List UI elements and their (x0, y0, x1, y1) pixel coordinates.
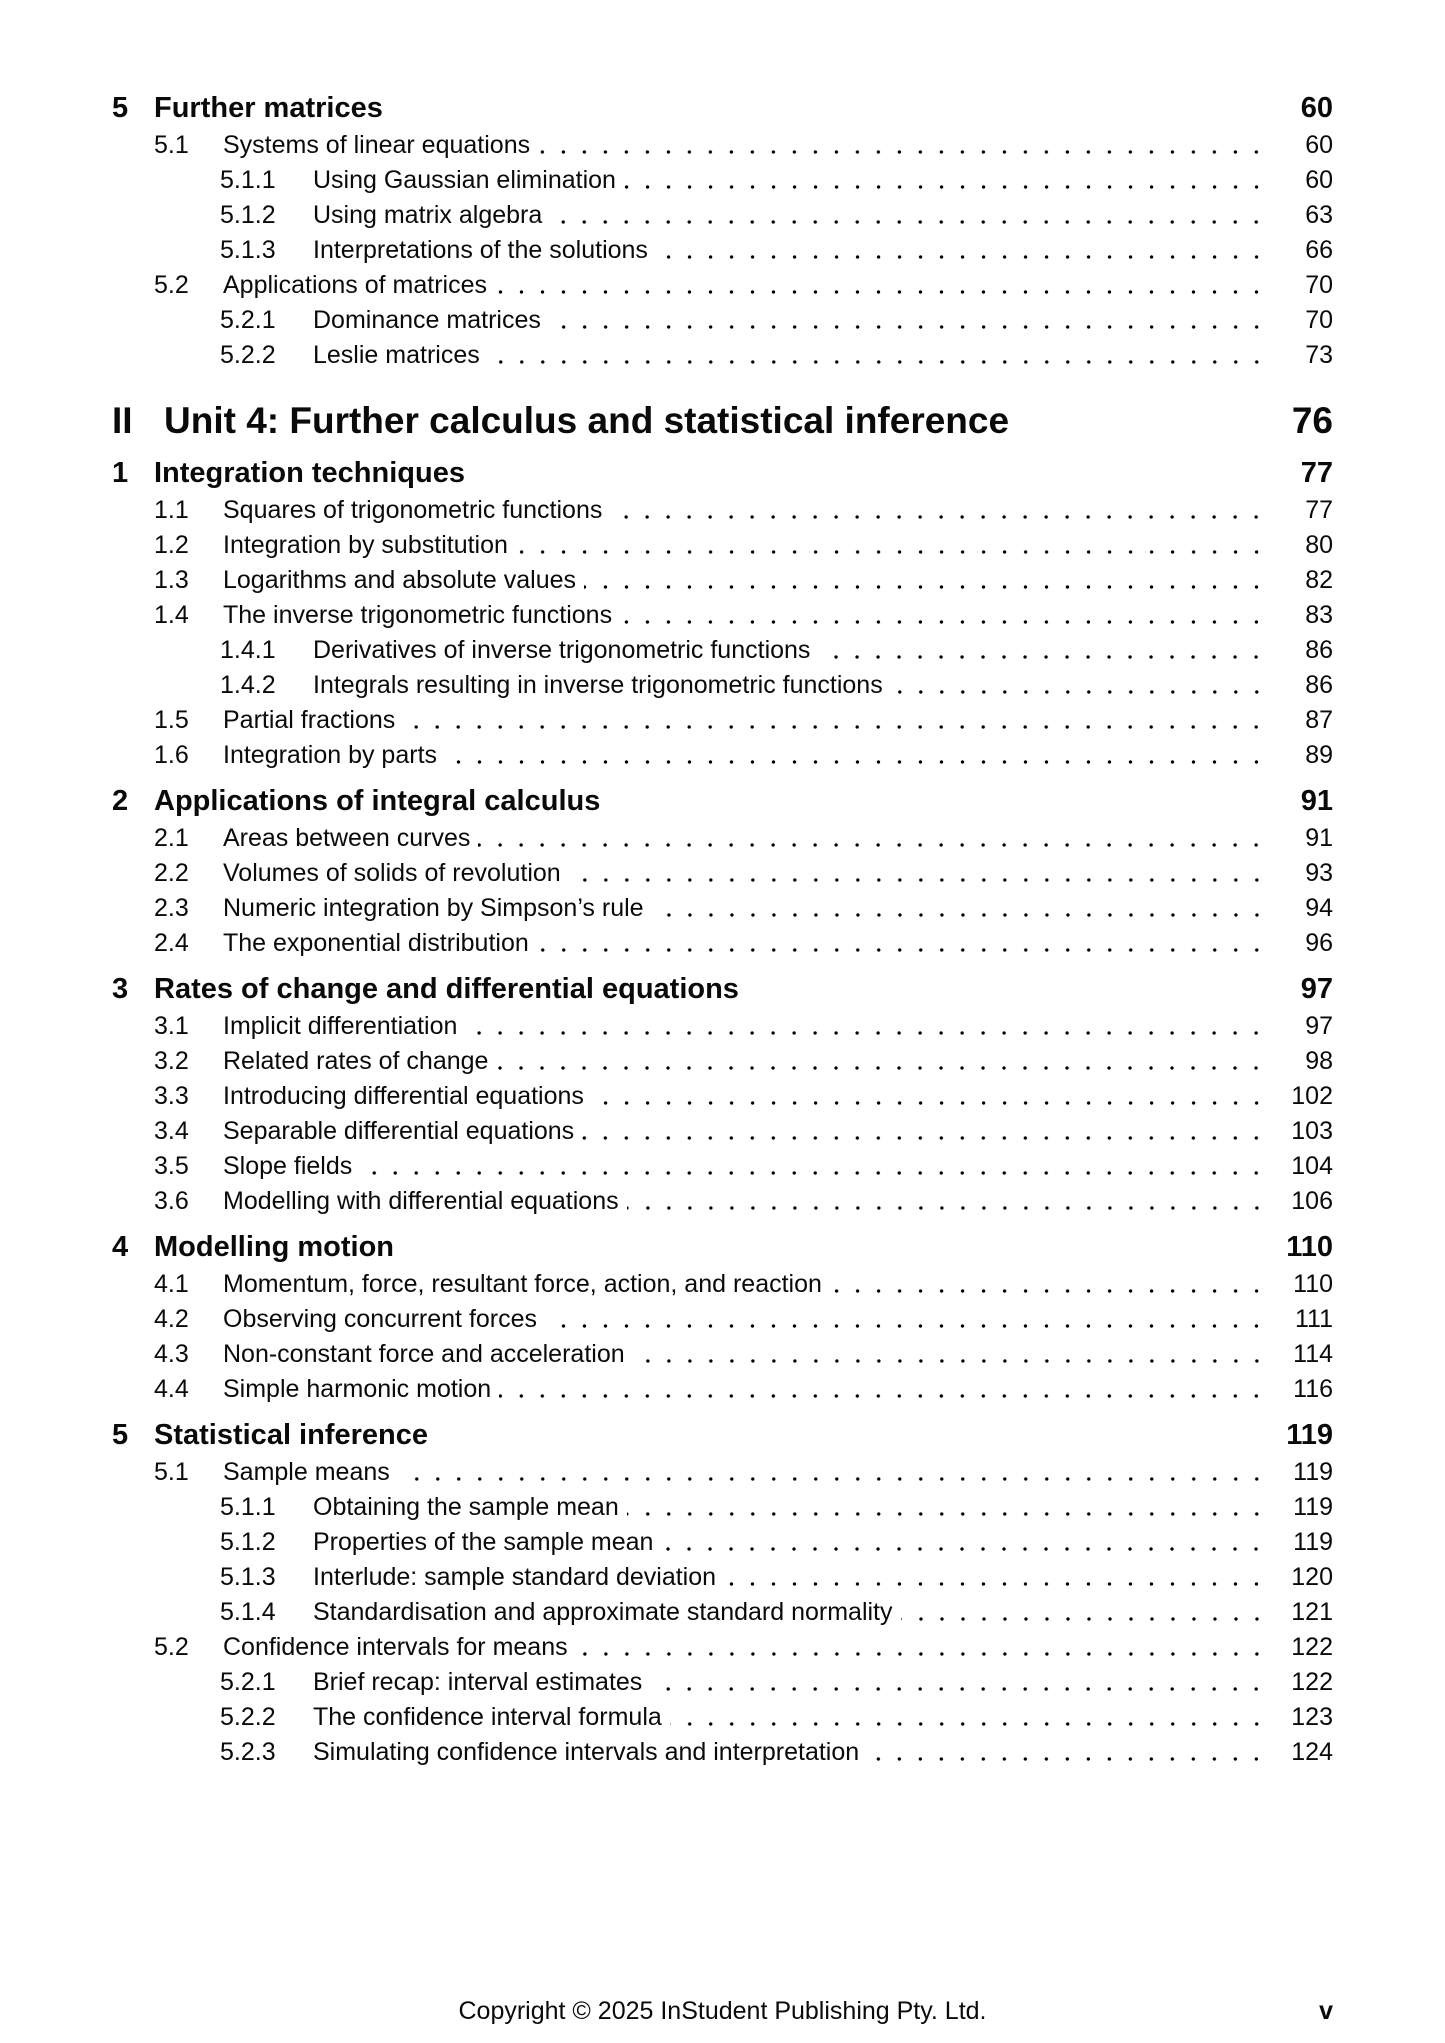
toc-entry-row (0, 1114, 1445, 1149)
page-number[interactable]: 119 (1286, 1419, 1333, 1451)
page-number[interactable]: 82 (1305, 566, 1333, 594)
entry-number: 5.2.2 (220, 341, 276, 369)
dot-leader (545, 1302, 1267, 1337)
toc-entry-row (0, 493, 1445, 528)
entry-title[interactable]: Simulating confidence intervals and interpretation (313, 1738, 860, 1766)
entry-title[interactable]: Related rates of change (223, 1047, 489, 1075)
page-number[interactable]: 77 (1305, 496, 1333, 524)
entry-number: 3.3 (154, 1082, 189, 1110)
dot-leader (398, 1455, 1267, 1490)
toc-entry-row (0, 856, 1445, 891)
page-number[interactable]: 111 (1294, 1305, 1333, 1333)
entry-number: 5.1 (154, 131, 189, 159)
dot-leader (652, 891, 1267, 926)
entry-number: 5.1.1 (220, 1493, 276, 1521)
dot-leader (582, 1114, 1267, 1149)
toc-entry-row (0, 1337, 1445, 1372)
toc-entry-row (0, 1044, 1445, 1079)
chapter-number: 3 (112, 973, 129, 1005)
entry-title[interactable]: Areas between curves (223, 824, 471, 852)
dot-leader (495, 268, 1267, 303)
toc-entry-row (0, 338, 1445, 373)
page-number[interactable]: 60 (1305, 131, 1333, 159)
toc-entry-row (0, 1184, 1445, 1219)
dot-leader (516, 528, 1267, 563)
dot-leader (496, 1044, 1267, 1079)
page-number[interactable]: 119 (1293, 1458, 1333, 1486)
toc-entry-row (0, 1490, 1445, 1525)
page-number[interactable]: 124 (1291, 1738, 1333, 1766)
page-number[interactable]: 121 (1291, 1598, 1333, 1626)
part-title[interactable]: Unit 4: Further calculus and statistical inference (164, 400, 1010, 441)
entry-number: 5.2.1 (220, 1668, 276, 1696)
toc-entry-row (0, 1630, 1445, 1665)
dot-leader (569, 856, 1267, 891)
toc-entry-row (0, 1302, 1445, 1337)
chapter-title[interactable]: Applications of integral calculus (154, 785, 601, 817)
dot-leader (592, 1079, 1267, 1114)
dot-leader (627, 1490, 1267, 1525)
toc-entry-row (0, 1595, 1445, 1630)
toc-entry-row (0, 738, 1445, 773)
toc-entry-row (0, 703, 1445, 738)
toc-entry-row (0, 891, 1445, 926)
entry-number: 3.6 (154, 1187, 189, 1215)
toc-entry-row (0, 1735, 1445, 1770)
dot-leader (867, 1735, 1267, 1770)
entry-number: 5.2.3 (220, 1738, 276, 1766)
toc-entry-row (0, 1372, 1445, 1407)
toc-part-row (0, 397, 1445, 445)
dot-leader (465, 1009, 1267, 1044)
chapter-title[interactable]: Further matrices (154, 92, 383, 124)
entry-title[interactable]: Partial fractions (223, 706, 396, 734)
toc-entry-row (0, 633, 1445, 668)
page-number[interactable]: 86 (1305, 636, 1333, 664)
entry-number: 2.4 (154, 929, 189, 957)
entry-title[interactable]: Squares of trigonometric functions (223, 496, 603, 524)
toc-entry-row (0, 128, 1445, 163)
dot-leader (550, 198, 1267, 233)
page-number[interactable]: 60 (1305, 166, 1333, 194)
entry-title[interactable]: Derivatives of inverse trigonometric functions (313, 636, 811, 664)
chapter-title[interactable]: Statistical inference (154, 1419, 428, 1451)
page-number[interactable]: 73 (1305, 341, 1333, 369)
toc-entry-row (0, 303, 1445, 338)
page-number[interactable]: 122 (1291, 1633, 1333, 1661)
entry-number: 1.4.1 (220, 636, 276, 664)
chapter-title[interactable]: Integration techniques (154, 457, 465, 489)
entry-number: 1.6 (154, 741, 189, 769)
dot-leader (360, 1149, 1267, 1184)
page-number[interactable]: 123 (1291, 1703, 1333, 1731)
toc-entry-row (0, 1700, 1445, 1735)
entry-title[interactable]: Non-constant force and acceleration (223, 1340, 625, 1368)
entry-title[interactable]: Confidence intervals for means (223, 1633, 568, 1661)
chapter-number: 4 (112, 1231, 129, 1263)
toc-chapter-row (0, 1415, 1445, 1455)
page-number[interactable]: 110 (1293, 1270, 1333, 1298)
entry-number: 4.1 (154, 1270, 189, 1298)
entry-title[interactable]: Numeric integration by Simpson’s rule (223, 894, 644, 922)
part-number: II (112, 400, 133, 441)
entry-number: 2.2 (154, 859, 189, 887)
page-number[interactable]: 104 (1291, 1152, 1333, 1180)
entry-number: 5.1.4 (220, 1598, 276, 1626)
page-number[interactable]: 93 (1305, 859, 1333, 887)
page-number[interactable]: 83 (1305, 601, 1333, 629)
dot-leader (650, 1665, 1267, 1700)
entry-title[interactable]: Obtaining the sample mean (313, 1493, 619, 1521)
toc-entry-row (0, 163, 1445, 198)
entry-number: 5.2 (154, 1633, 189, 1661)
page-number[interactable]: 103 (1291, 1117, 1333, 1145)
dot-leader (633, 1337, 1267, 1372)
dot-leader (610, 493, 1267, 528)
entry-number: 5.1.3 (220, 1563, 276, 1591)
toc-entry-row (0, 1525, 1445, 1560)
chapter-number: 2 (112, 785, 129, 817)
dot-leader (445, 738, 1267, 773)
toc-chapter-row (0, 88, 1445, 128)
dot-leader (901, 1595, 1267, 1630)
entry-number: 1.1 (154, 496, 189, 524)
toc-entry-row (0, 268, 1445, 303)
entry-title[interactable]: Brief recap: interval estimates (313, 1668, 643, 1696)
page-number[interactable]: 119 (1293, 1528, 1333, 1556)
toc-entry-row (0, 598, 1445, 633)
page-number[interactable]: 102 (1291, 1082, 1333, 1110)
entry-title[interactable]: Using matrix algebra (313, 201, 543, 229)
entry-title[interactable]: Properties of the sample mean (313, 1528, 654, 1556)
chapter-title[interactable]: Modelling motion (154, 1231, 395, 1263)
page-number[interactable]: 89 (1305, 741, 1333, 769)
dot-leader (661, 1525, 1267, 1560)
entry-number: 1.5 (154, 706, 189, 734)
entry-number: 2.3 (154, 894, 189, 922)
toc-entry-row (0, 668, 1445, 703)
page-number[interactable]: 87 (1305, 706, 1333, 734)
toc-entry-row (0, 563, 1445, 598)
page-number[interactable]: 91 (1305, 824, 1333, 852)
dot-leader (656, 233, 1267, 268)
entry-number: 5.1 (154, 1458, 189, 1486)
dot-leader (830, 1267, 1267, 1302)
dot-leader (670, 1700, 1267, 1735)
toc-chapter-row (0, 1227, 1445, 1267)
entry-number: 5.1.3 (220, 236, 276, 264)
entry-number: 3.1 (154, 1012, 189, 1040)
dot-leader (584, 563, 1267, 598)
page-number[interactable]: 86 (1305, 671, 1333, 699)
entry-title[interactable]: Applications of matrices (223, 271, 488, 299)
entry-title[interactable]: Momentum, force, resultant force, action, and reaction (223, 1270, 822, 1298)
dot-leader (624, 163, 1267, 198)
dot-leader (576, 1630, 1267, 1665)
entry-number: 2.1 (154, 824, 189, 852)
entry-title[interactable]: Sample means (223, 1458, 390, 1486)
entry-number: 5.2.1 (220, 306, 276, 334)
chapter-number: 1 (112, 457, 129, 489)
entry-title[interactable]: The inverse trigonometric functions (223, 601, 613, 629)
toc-chapter-row (0, 781, 1445, 821)
dot-leader (620, 598, 1267, 633)
page-number[interactable]: 63 (1305, 201, 1333, 229)
dot-leader (724, 1560, 1267, 1595)
page-number[interactable]: 119 (1293, 1493, 1333, 1521)
entry-number: 1.4 (154, 601, 189, 629)
dot-leader (478, 821, 1267, 856)
dot-leader (537, 926, 1267, 961)
page-number[interactable]: 80 (1305, 531, 1333, 559)
entry-number: 4.4 (154, 1375, 189, 1403)
entry-title[interactable]: The exponential distribution (223, 929, 529, 957)
dot-leader (403, 703, 1267, 738)
entry-title[interactable]: Standardisation and approximate standard normality (313, 1598, 893, 1626)
chapter-number: 5 (112, 1419, 129, 1451)
toc-entry-row (0, 528, 1445, 563)
page-number[interactable]: 66 (1305, 236, 1333, 264)
dot-leader (549, 303, 1267, 338)
toc-entry-row (0, 1267, 1445, 1302)
toc-entry-row (0, 1560, 1445, 1595)
entry-number: 3.2 (154, 1047, 189, 1075)
entry-title[interactable]: Modelling with differential equations (223, 1187, 619, 1215)
dot-leader (499, 1372, 1267, 1407)
entry-number: 5.1.1 (220, 166, 276, 194)
entry-number: 5.2.2 (220, 1703, 276, 1731)
page-number[interactable]: 110 (1286, 1231, 1333, 1263)
entry-number: 5.1.2 (220, 1528, 276, 1556)
entry-title[interactable]: Interpretations of the solutions (313, 236, 648, 264)
page-number[interactable]: 106 (1291, 1187, 1333, 1215)
footer-copyright: Copyright © 2025 InStudent Publishing Pty. Ltd. (458, 1997, 987, 2025)
table-of-contents (0, 88, 1445, 1770)
entry-number: 1.4.2 (220, 671, 276, 699)
entry-title[interactable]: Interlude: sample standard deviation (313, 1563, 717, 1591)
chapter-title[interactable]: Rates of change and differential equations (154, 973, 739, 1005)
entry-title[interactable]: Integration by substitution (223, 531, 508, 559)
page-number[interactable]: 114 (1293, 1340, 1333, 1368)
dot-leader (488, 338, 1267, 373)
entry-number: 3.4 (154, 1117, 189, 1145)
page-number[interactable]: 96 (1305, 929, 1333, 957)
toc-entry-row (0, 1455, 1445, 1490)
toc-entry-row (0, 198, 1445, 233)
entry-title[interactable]: Using Gaussian elimination (313, 166, 616, 194)
entry-title[interactable]: Introducing differential equations (223, 1082, 584, 1110)
dot-leader (891, 668, 1267, 703)
dot-leader (627, 1184, 1267, 1219)
entry-title[interactable]: Logarithms and absolute values (223, 566, 577, 594)
entry-title[interactable]: Volumes of solids of revolution (223, 859, 561, 887)
toc-chapter-row (0, 453, 1445, 493)
page-number[interactable]: 122 (1291, 1668, 1333, 1696)
toc-entry-row (0, 926, 1445, 961)
toc-entry-row (0, 1149, 1445, 1184)
entry-title[interactable]: Observing concurrent forces (223, 1305, 538, 1333)
entry-number: 5.2 (154, 271, 189, 299)
chapter-number: 5 (112, 92, 129, 124)
entry-number: 4.2 (154, 1305, 189, 1333)
entry-number: 1.3 (154, 566, 189, 594)
toc-entry-row (0, 1079, 1445, 1114)
entry-title[interactable]: Dominance matrices (313, 306, 541, 334)
page-number[interactable]: 76 (1291, 400, 1333, 441)
page-number[interactable]: 70 (1305, 306, 1333, 334)
page-number[interactable]: 91 (1300, 785, 1333, 817)
page-number[interactable]: 94 (1305, 894, 1333, 922)
page-number[interactable]: 120 (1291, 1563, 1333, 1591)
entry-title[interactable]: Integration by parts (223, 741, 438, 769)
toc-entry-row (0, 1665, 1445, 1700)
footer-page-label: v (1319, 1997, 1333, 2025)
entry-number: 3.5 (154, 1152, 189, 1180)
entry-number: 1.2 (154, 531, 189, 559)
entry-title[interactable]: Systems of linear equations (223, 131, 531, 159)
entry-title[interactable]: Implicit differentiation (223, 1012, 458, 1040)
entry-title[interactable]: Integrals resulting in inverse trigonometric functions (313, 671, 883, 699)
page-number[interactable]: 77 (1300, 457, 1333, 489)
page-number[interactable]: 97 (1300, 973, 1333, 1005)
page-number[interactable]: 70 (1305, 271, 1333, 299)
entry-title[interactable]: Leslie matrices (313, 341, 480, 369)
toc-entry-row (0, 1009, 1445, 1044)
page-number[interactable]: 116 (1293, 1375, 1333, 1403)
toc-entry-row (0, 233, 1445, 268)
entry-title[interactable]: The confidence interval formula (313, 1703, 662, 1731)
entry-number: 5.1.2 (220, 201, 276, 229)
entry-title[interactable]: Separable differential equations (223, 1117, 575, 1145)
toc-entry-row (0, 821, 1445, 856)
page-number[interactable]: 98 (1305, 1047, 1333, 1075)
toc-chapter-row (0, 969, 1445, 1009)
dot-leader (818, 633, 1267, 668)
entry-title[interactable]: Slope fields (223, 1152, 353, 1180)
dot-leader (538, 128, 1267, 163)
entry-number: 4.3 (154, 1340, 189, 1368)
entry-title[interactable]: Simple harmonic motion (223, 1375, 492, 1403)
page-number[interactable]: 60 (1300, 92, 1333, 124)
page-number[interactable]: 97 (1305, 1012, 1333, 1040)
